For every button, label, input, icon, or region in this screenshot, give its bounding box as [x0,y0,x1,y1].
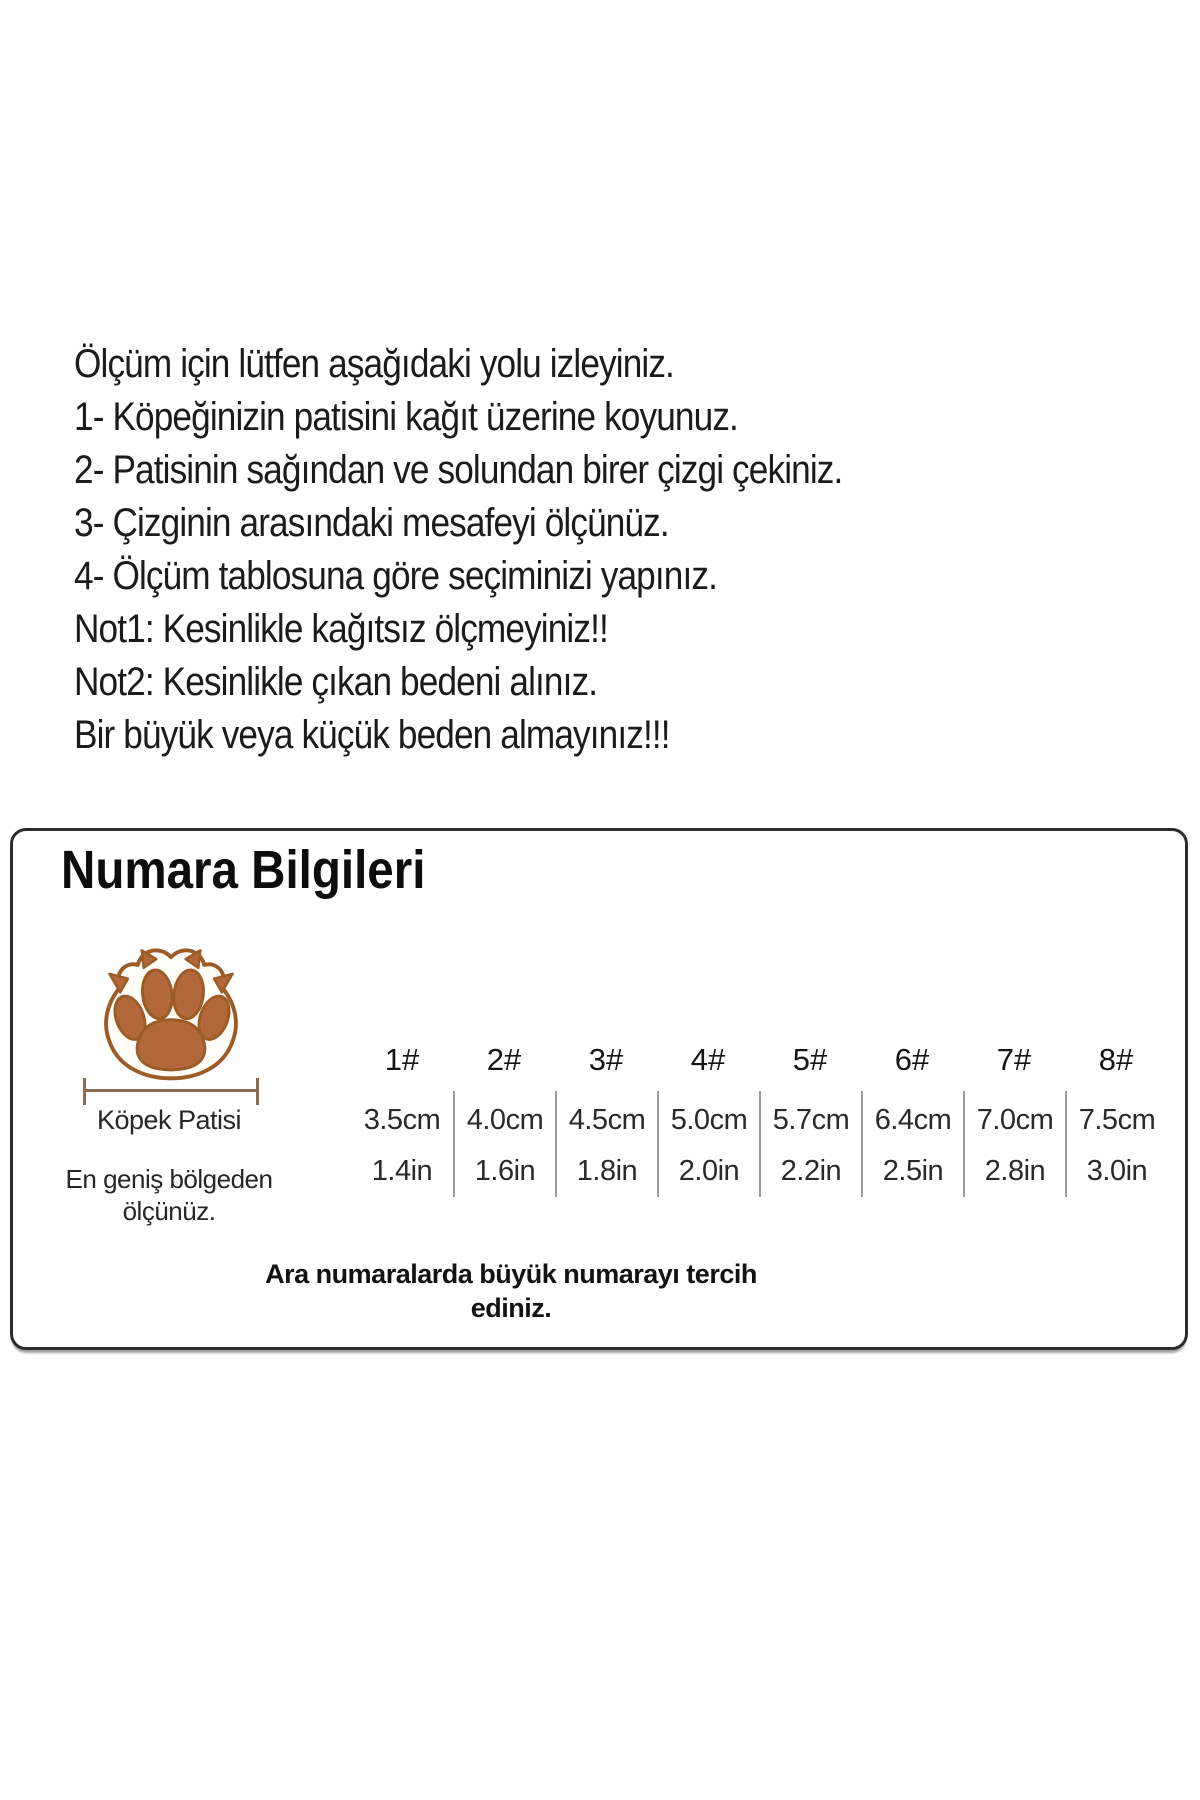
size-cm-value: 5.0cm [670,1104,748,1136]
size-in-value: 3.0in [1086,1155,1148,1187]
size-in-value: 2.2in [780,1155,842,1187]
measure-tick-right [256,1078,259,1105]
size-label: 3# [588,1042,624,1077]
size-label: 7# [996,1042,1032,1077]
size-label: 8# [1098,1042,1134,1077]
dog-paw-icon [83,929,259,1085]
paw-measure-note-line: En geniş bölgeden [65,1164,273,1194]
size-in-value: 2.0in [678,1155,740,1187]
measurement-instructions [74,338,842,762]
intermediate-size-note-line: Ara numaralarda büyük numarayı tercih [265,1259,757,1289]
size-values [657,1091,759,1197]
size-label: 5# [792,1042,828,1077]
size-values [861,1091,963,1197]
size-in-value: 1.8in [576,1155,638,1187]
instruction-line: Not2: Kesinlikle çıkan bedeni alınız. [74,660,598,704]
size-label: 4# [690,1042,726,1077]
size-values [963,1091,1065,1197]
size-column-6 [861,1035,963,1197]
size-cm-value: 7.5cm [1078,1104,1156,1136]
instruction-line: Bir büyük veya küçük beden almayınız!!! [74,713,670,757]
size-label: 2# [486,1042,522,1077]
size-values [351,1091,453,1197]
size-in-value: 1.4in [371,1155,433,1187]
size-in-value: 2.8in [984,1155,1046,1187]
size-cm-value: 4.0cm [466,1104,544,1136]
size-cm-value: 6.4cm [874,1104,952,1136]
paw-measure-note-line: ölçünüz. [122,1196,216,1226]
instruction-line: 2- Patisinin sağından ve solundan birer çizgi çekiniz. [74,448,843,492]
size-label: 1# [384,1042,420,1077]
size-column-7 [963,1035,1065,1197]
instruction-line: 4- Ölçüm tablosuna göre seçiminizi yapınız. [74,554,717,598]
size-cm-value: 7.0cm [976,1104,1054,1136]
size-cm-value: 4.5cm [568,1104,646,1136]
instruction-line: Not1: Kesinlikle kağıtsız ölçmeyiniz!! [74,607,608,651]
size-info-title: Numara Bilgileri [61,840,426,900]
size-column-1 [351,1035,453,1197]
size-table [351,1035,1167,1197]
paw-caption: Köpek Patisi [96,1105,242,1135]
instruction-line: 1- Köpeğinizin patisini kağıt üzerine koyunuz. [74,395,738,439]
size-values [759,1091,861,1197]
size-cm-value: 3.5cm [363,1104,441,1136]
size-values [555,1091,657,1197]
size-values [1065,1091,1167,1197]
size-cm-value: 5.7cm [772,1104,850,1136]
size-column-5 [759,1035,861,1197]
paw-width-measure-line [83,1089,259,1092]
size-info-box [10,828,1188,1350]
size-label: 6# [894,1042,930,1077]
size-column-8 [1065,1035,1167,1197]
size-column-4 [657,1035,759,1197]
size-values [453,1091,555,1197]
intermediate-size-note-line: ediniz. [470,1293,552,1323]
measure-tick-left [83,1078,86,1105]
size-in-value: 2.5in [882,1155,944,1187]
size-column-3 [555,1035,657,1197]
instruction-line: 3- Çizginin arasındaki mesafeyi ölçünüz. [74,501,669,545]
size-column-2 [453,1035,555,1197]
instruction-line: Ölçüm için lütfen aşağıdaki yolu izleyiniz. [74,342,674,386]
size-in-value: 1.6in [474,1155,536,1187]
intermediate-size-note [151,1257,871,1325]
paw-measure-note [25,1163,313,1227]
